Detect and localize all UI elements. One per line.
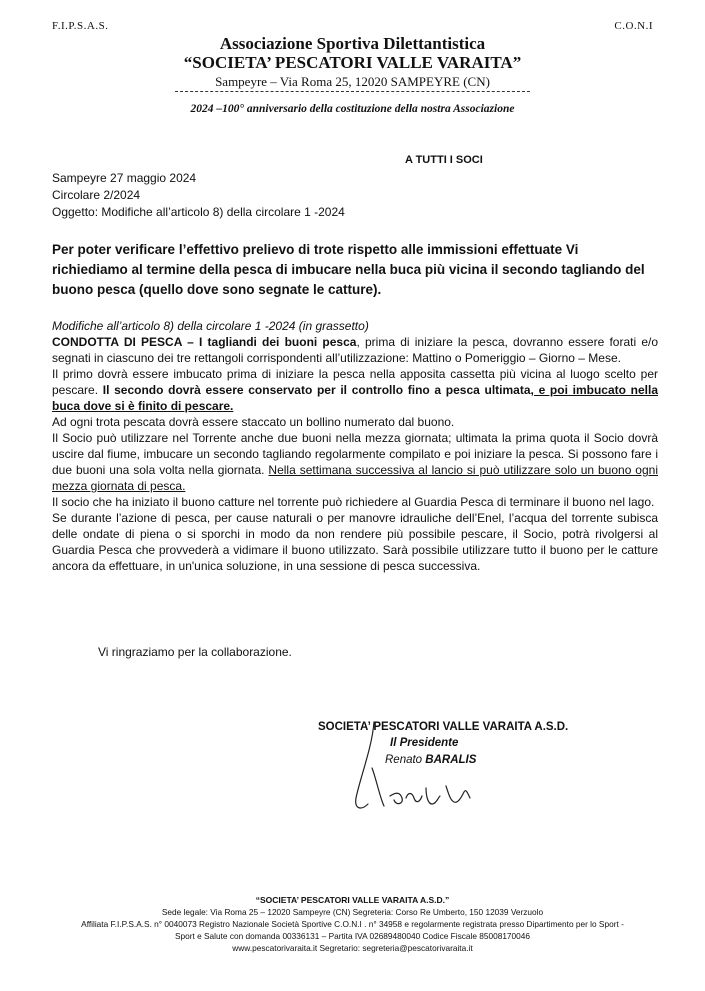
footer-line-1: Sede legale: Via Roma 25 – 12020 Sampeyre (CN) Segreteria: Corso Re Umberto, 150 12039 Verzuolo [161, 907, 544, 917]
imbucare-bold-underline: , e poi imbucato nella buca dove si è finito di pescare. [52, 383, 659, 413]
imbucare-start: Il primo dovrà essere imbucato prima di iniziare la pesca nella apposita cassetta più vicina al luogo scelto per pescare. [52, 367, 658, 397]
footer [0, 894, 705, 954]
footer-line-4: www.pescatorivaraita.it Segretario: segreteria@pescatorivaraita.it [232, 943, 473, 953]
paragraph-bollino: Ad ogni trota pescata dovrà essere staccato un bollino numerato dal buono. [52, 415, 455, 429]
place-date: Sampeyre 27 maggio 2024 [52, 171, 197, 185]
recipients: A TUTTI I SOCI [405, 154, 483, 166]
signature-role: Il Presidente [390, 737, 459, 749]
intro-paragraph: Per poter verificare l’effettivo prelievo di trote rispetto alle immissioni effettuate Vi richiediamo al termine della pesca di imbucare nella buca più vicina il secondo tagliando del buono pesca (quello dove sono segnate le catture). [52, 242, 645, 297]
due-buoni-underline: Nella settimana successiva al lancio si può utilizzare solo un buono ogni mezza giornata di pesca. [52, 463, 658, 493]
paragraph-condotta [52, 334, 658, 366]
thanks-line: Vi ringraziamo per la collaborazione. [98, 645, 292, 659]
paragraph-due-buoni [52, 430, 658, 494]
footer-title: “SOCIETA’ PESCATORI VALLE VARAITA A.S.D.” [255, 895, 450, 905]
coni-label: C.O.N.I [614, 20, 653, 32]
condotta-rest: , prima di iniziare la pesca, dovranno essere forati e/o segnati in ciascuno dei tre rettangoli corrispondenti all’utilizzazione: Mattino o Pomeriggio – Giorno – Mese. [52, 335, 659, 365]
subject-line: Oggetto: Modifiche all’articolo 8) della circolare 1 -2024 [52, 205, 345, 219]
org-type-heading: Associazione Sportiva Dilettantistica [219, 34, 486, 53]
footer-line-2: Affiliata F.I.P.S.A.S. n° 0040073 Registro Nazionale Società Sportive C.O.N.I . n° 34958 e regolarmente registrata presso Dipartimento per lo Sport - [81, 919, 624, 929]
paragraph-imbucare [52, 366, 658, 414]
handwritten-signature [350, 718, 490, 818]
signature-org: SOCIETA’ PESCATORI VALLE VARAITA A.S.D. [318, 721, 569, 733]
org-address: Sampeyre – Via Roma 25, 12020 SAMPEYRE (CN) [215, 74, 490, 89]
condotta-bold: CONDOTTA DI PESCA – I tagliandi dei buoni pesca [52, 335, 357, 349]
body-text [52, 318, 658, 574]
imbucare-bold: Il secondo dovrà essere conservato per il controllo fino a pesca ultimata [102, 383, 531, 397]
signature-last-name: BARALIS [425, 754, 477, 766]
anniversary-line: 2024 –100° anniversario della costituzione della nostra Associazione [190, 103, 515, 115]
org-name-heading: “SOCIETA’ PESCATORI VALLE VARAITA” [183, 53, 522, 72]
due-buoni-start: Il Socio può utilizzare nel Torrente anche due buoni nella mezza giornata; ultimata la prima quota il Socio dovrà uscire dal fiume, imbucare un secondo tagliando regolarmente compilato e poi iniziare la pesca. Si possono fare i due buoni una sola volta nella giornata. [52, 431, 658, 477]
paragraph-piena: Se durante l’azione di pesca, per cause naturali o per manovre idrauliche dell’Enel, l’acqua del torrente subisca delle ondate di piena o si sporchi in modo da non rendere più possibile pescare, il Socio, potrà rivolgersi al Guardia Pesca che provvederà a vidimare il buono utilizzato. Sarà possibile utilizzare tutto il buono per le catture ancora da effettuare, in un'unica soluzione, in una sessione di pesca successiva. [52, 511, 658, 573]
modifications-heading: Modifiche all’articolo 8) della circolare 1 -2024 (in grassetto) [52, 319, 369, 333]
signature-first-name: Renato [385, 754, 423, 766]
footer-line-3: Sport e Salute con domanda 00336131 – Partita IVA 02689480040 Codice Fiscale 85008170046 [174, 931, 531, 941]
paragraph-lago: Il socio che ha iniziato il buono catture nel torrente può richiedere al Guardia Pesca di terminare il buono nel lago. [52, 495, 655, 509]
header-divider [175, 91, 530, 92]
fipsas-label: F.I.P.S.A.S. [52, 20, 109, 32]
circular-number: Circolare 2/2024 [52, 188, 141, 202]
